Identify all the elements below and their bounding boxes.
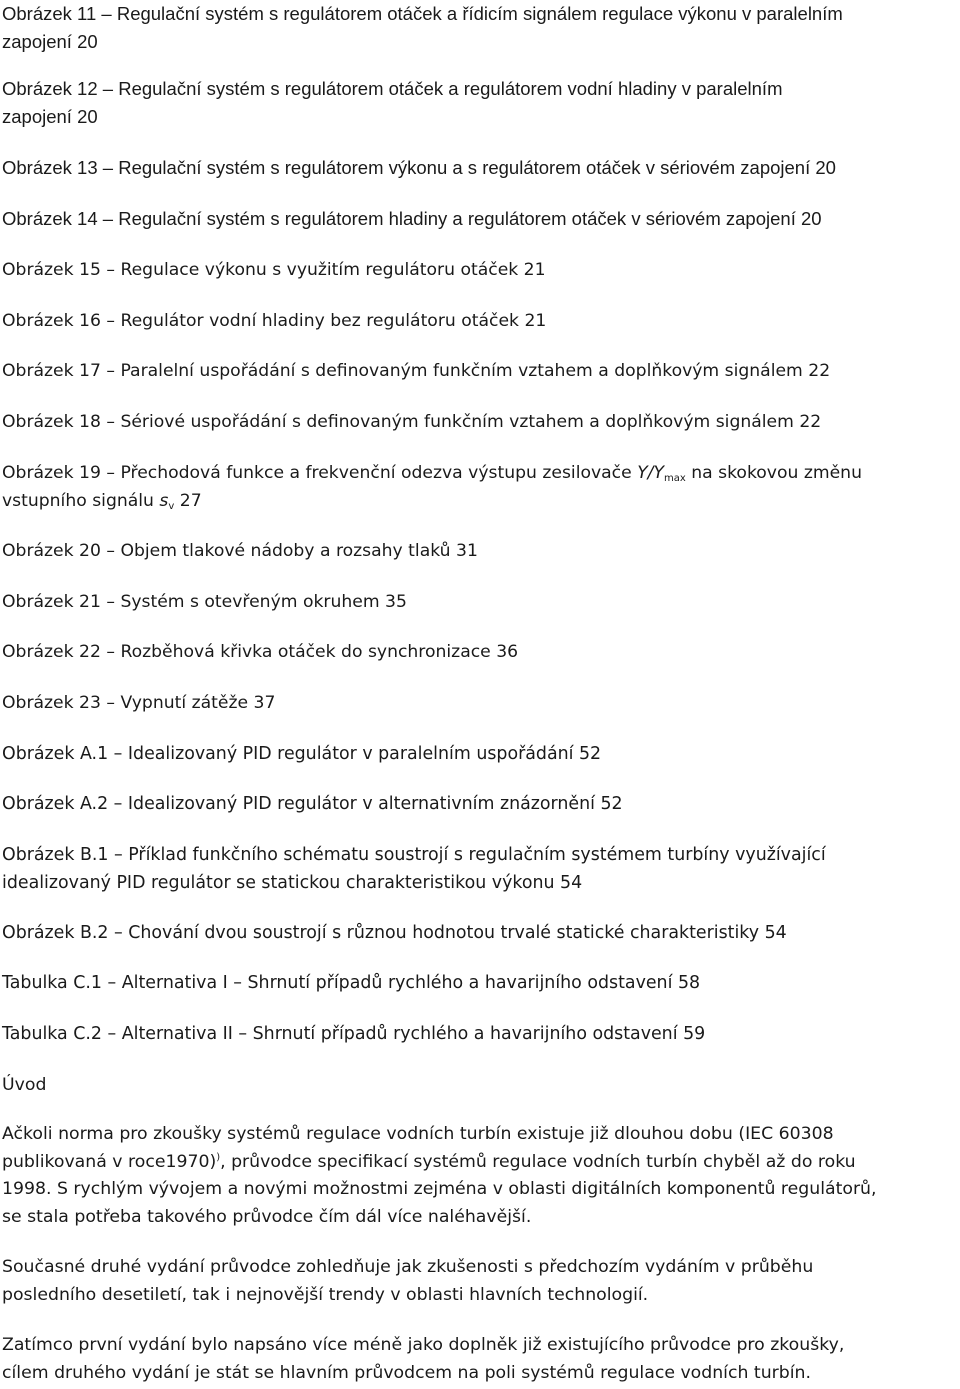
list-item-line: Obrázek 11 – Regulační systém s regulátorem otáček a řídicím signálem regulace výkonu v paralelním bbox=[2, 3, 843, 24]
list-item-text: Obrázek 19 – Přechodová funkce a frekvenční odezva výstupu zesilovače bbox=[2, 463, 638, 483]
paragraph-text: , průvodce specifikací systémů regulace vodních turbín chyběl až do roku bbox=[220, 1151, 856, 1172]
paragraph-line: posledního desetiletí, tak i nejnovější trendy v oblasti hlavních technologií. bbox=[2, 1284, 649, 1305]
paragraph-line: Zatímco první vydání bylo napsáno více méně jako doplněk již existujícího průvodce pro zkoušky, bbox=[2, 1335, 845, 1355]
list-item bbox=[2, 790, 947, 818]
list-item bbox=[2, 588, 947, 616]
list-item-line: Tabulka C.2 – Alternativa II – Shrnutí případů rychlého a havarijního odstavení 59 bbox=[2, 1024, 706, 1044]
list-item bbox=[2, 689, 947, 717]
subscript: max bbox=[663, 473, 686, 484]
list-item bbox=[2, 75, 947, 131]
list-item bbox=[2, 0, 947, 56]
list-item bbox=[2, 537, 947, 565]
list-item-line: Obrázek 22 – Rozběhová křivka otáček do synchronizace 36 bbox=[2, 642, 519, 662]
list-item-text: vstupního signálu bbox=[2, 491, 160, 511]
list-item-line: Obrázek 18 – Sériové uspořádání s definovaným funkčním vztahem a doplňkovým signálem 22 bbox=[2, 412, 822, 432]
formula-text: Y/Y bbox=[637, 463, 664, 483]
list-item bbox=[2, 459, 947, 515]
paragraph-line bbox=[2, 1149, 947, 1177]
list-item-text: na skokovou změnu bbox=[685, 463, 862, 483]
list-item-line: zapojení 20 bbox=[2, 31, 98, 52]
list-item bbox=[2, 307, 947, 335]
list-item-line: Tabulka C.1 – Alternativa I – Shrnutí případů rychlého a havarijního odstavení 58 bbox=[2, 973, 701, 993]
paragraph-line: Současné druhé vydání průvodce zohledňuje jak zkušenosti s předchozím vydáním v průběhu bbox=[2, 1257, 814, 1277]
section-heading: Úvod bbox=[2, 1075, 47, 1095]
list-item bbox=[2, 969, 947, 997]
paragraph-text: publikovaná v roce1970) bbox=[2, 1151, 217, 1172]
list-item-line: Obrázek B.2 – Chování dvou soustrojí s různou hodnotou trvalé statické charakteristiky 54 bbox=[2, 923, 787, 943]
formula-text: s bbox=[159, 491, 169, 511]
list-item-line: Obrázek A.2 – Idealizovaný PID regulátor v alternativním znázornění 52 bbox=[2, 794, 623, 814]
list-item-line bbox=[2, 459, 947, 487]
superscript: ) bbox=[216, 1151, 221, 1163]
list-item bbox=[2, 408, 947, 436]
list-item-line: Obrázek 23 – Vypnutí zátěže 37 bbox=[2, 693, 276, 713]
list-item-line: Obrázek 17 – Paralelní uspořádání s definovaným funkčním vztahem a doplňkovým signálem 22 bbox=[2, 361, 831, 381]
paragraph bbox=[2, 1332, 947, 1387]
list-item-line: idealizovaný PID regulátor se statickou charakteristikou výkonu 54 bbox=[2, 873, 583, 893]
list-item bbox=[2, 740, 947, 768]
paragraph-line: se stala potřeba takového průvodce čím dál více naléhavější. bbox=[2, 1206, 532, 1227]
list-item bbox=[2, 154, 947, 182]
subscript: v bbox=[168, 501, 175, 512]
list-item-line: Obrázek 14 – Regulační systém s regulátorem hladiny a regulátorem otáček v sériovém zapojení 20 bbox=[2, 208, 822, 229]
list-item bbox=[2, 1020, 947, 1048]
list-item-line: zapojení 20 bbox=[2, 106, 98, 127]
paragraph bbox=[2, 1254, 947, 1309]
list-item-line: Obrázek 21 – Systém s otevřeným okruhem 35 bbox=[2, 592, 407, 612]
paragraph-line: Ačkoli norma pro zkoušky systémů regulace vodních turbín existuje již dlouhou dobu (IEC 60308 bbox=[2, 1124, 834, 1144]
list-item bbox=[2, 638, 947, 666]
list-item bbox=[2, 919, 947, 947]
list-item-line: Obrázek B.1 – Příklad funkčního schématu soustrojí s regulačním systémem turbíny využívající bbox=[2, 845, 826, 865]
paragraph-line: cílem druhého vydání je stát se hlavním průvodcem na poli systémů regulace vodních turbín. bbox=[2, 1362, 811, 1383]
list-item-line: Obrázek 12 – Regulační systém s regulátorem otáček a regulátorem vodní hladiny v paralelním bbox=[2, 78, 783, 99]
list-item-text: 27 bbox=[174, 491, 202, 511]
list-item bbox=[2, 256, 947, 284]
list-item bbox=[2, 841, 947, 897]
list-item-line: Obrázek A.1 – Idealizovaný PID regulátor v paralelním uspořádání 52 bbox=[2, 744, 602, 764]
paragraph bbox=[2, 1121, 947, 1231]
list-item-line: Obrázek 20 – Objem tlakové nádoby a rozsahy tlaků 31 bbox=[2, 541, 478, 561]
paragraph-line: 1998. S rychlým vývojem a novými možnostmi zejména v oblasti digitálních komponentů regulátorů, bbox=[2, 1179, 877, 1199]
list-item-line: Obrázek 15 – Regulace výkonu s využitím regulátoru otáček 21 bbox=[2, 260, 546, 280]
list-item-line bbox=[2, 487, 947, 515]
list-item bbox=[2, 205, 947, 233]
list-item-line: Obrázek 16 – Regulátor vodní hladiny bez regulátoru otáček 21 bbox=[2, 311, 547, 331]
list-item-line: Obrázek 13 – Regulační systém s regulátorem výkonu a s regulátorem otáček v sériovém zapojení 20 bbox=[2, 157, 836, 178]
list-item bbox=[2, 357, 947, 385]
